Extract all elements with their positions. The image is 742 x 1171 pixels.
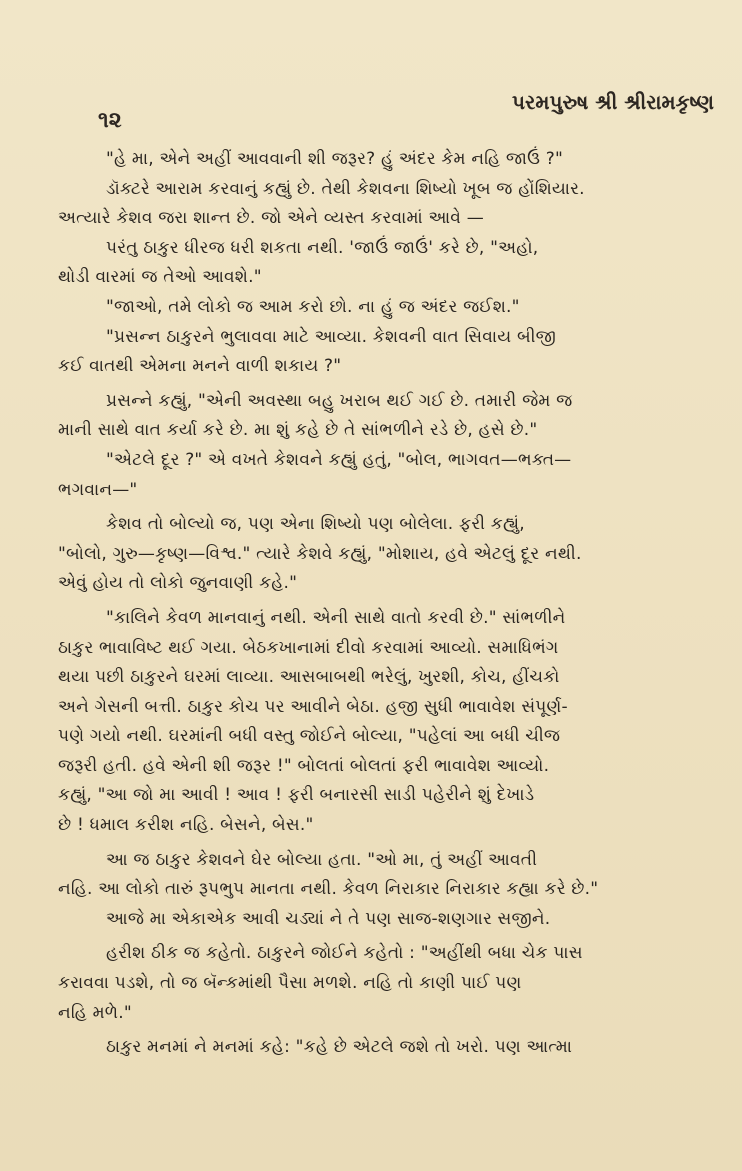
text-line: થયા પછી ઠાકુરને ઘરમાં લાવ્યા. આસબાબથી ભરેલું, ખુરશી, કોચ, હીંચકો [58, 667, 560, 688]
running-head: પરમપુરુષ શ્રી શ્રીરામકૃષ્ણ [512, 90, 714, 114]
body-text [58, 145, 722, 1165]
text-line: "કાલિને કેવળ માનવાનું નથી. એની સાથે વાતો કરવી છે." સાંભળીને [106, 607, 566, 628]
text-line: નહિ મળે." [58, 1002, 132, 1023]
text-line: "પ્રસન્ન ઠાકુરને ભુલાવવા માટે આવ્યા. કેશવની વાત સિવાય બીજી [106, 326, 557, 347]
text-line: નહિ. આ લોકો તારું રૂપભુપ માનતા નથી. કેવળ નિરાકાર નિરાકાર કહ્યા કરે છે." [58, 879, 599, 900]
page-number: ૧૨ [98, 108, 122, 133]
text-line: ભગવાન—" [58, 479, 138, 500]
text-line: એવું હોય તો લોકો જુનવાણી કહે." [58, 573, 298, 594]
text-line: "એટલે દૂર ?" એ વખતે કેશવને કહ્યું હતું, "બોલ, ભાગવત—ભક્ત— [106, 449, 572, 470]
text-line: આ જ ઠાકુર કેશવને ઘેર બોલ્યા હતા. "ઓ મા, તું અહીં આવતી [106, 849, 538, 870]
text-line: કહ્યું, "આ જો મા આવી ! આવ ! ફરી બનારસી સાડી પહેરીને શું દેખાડે [58, 785, 535, 806]
text-line: પ્રસન્ને કહ્યું, "એની અવસ્થા બહુ ખરાબ થઈ ગઈ છે. તમારી જેમ જ [106, 390, 573, 411]
text-line: આજે મા એકાએક આવી ચડ્યાં ને તે પણ સાજ-શણગાર સજીને. [106, 908, 551, 929]
text-line: કરાવવા પડશે, તો જ બૅન્કમાંથી પૈસા મળશે. નહિ તો કાણી પાઈ પણ [58, 973, 522, 994]
text-line: હરીશ ઠીક જ કહેતો. ઠાકુરને જોઈને કહેતો : "અહીંથી બધા ચેક પાસ [106, 943, 583, 964]
text-line: કેશવ તો બોલ્યો જ, પણ એના શિષ્યો પણ બોલેલા. ફરી કહ્યું, [106, 514, 525, 535]
text-line: માની સાથે વાત કર્યા કરે છે. મા શું કહે છે તે સાંભળીને રડે છે, હસે છે." [58, 420, 538, 441]
text-line: કઈ વાતથી એમના મનને વાળી શકાય ?" [58, 356, 342, 377]
text-line: "બોલો, ગુરુ—કૃષ્ણ—વિશ્વ." ત્યારે કેશવે કહ્યું, "મોશાય, હવે એટલું દૂર નથી. [58, 543, 582, 564]
text-line: પરંતુ ઠાકુર ધીરજ ધરી શકતા નથી. 'જાઉં જાઉં' કરે છે, "અહો, [106, 237, 539, 258]
text-line: પણે ગયો નથી. ઘરમાંની બધી વસ્તુ જોઈને બોલ્યા, "પહેલાં આ બધી ચીજ [58, 726, 561, 747]
text-line: "હે મા, એને અહીં આવવાની શી જરૂર? હું અંદર કેમ નહિ જાઉં ?" [106, 149, 564, 169]
text-line: થોડી વારમાં જ તેઓ આવશે." [58, 267, 262, 288]
text-line: જરૂરી હતી. હવે એની શી જરૂર !" બોલતાં બોલતાં ફરી ભાવાવેશ આવ્યો. [58, 755, 550, 776]
text-line: ડૉક્ટરે આરામ કરવાનું કહ્યું છે. તેથી કેશવના શિષ્યો ખૂબ જ હોંશિયાર. [106, 178, 585, 199]
text-line: છે ! ધમાલ કરીશ નહિ. બેસને, બેસ." [58, 815, 314, 836]
text-line: અને ગેસની બત્તી. ઠાકુર કોચ પર આવીને બેઠા. હજી સુધી ભાવાવેશ સંપૂર્ણ- [58, 696, 568, 717]
text-line: ઠાકુર ભાવાવિષ્ટ થઈ ગયા. બેઠકખાનામાં દીવો કરવામાં આવ્યો. સમાધિભંગ [58, 637, 559, 658]
text-line: "જાઓ, તમે લોકો જ આમ કરો છો. ના હું જ અંદર જઈશ." [106, 296, 520, 317]
text-line: ઠાકુર મનમાં ને મનમાં કહે: "કહે છે એટલે જશે તો ખરો. પણ આત્મા [106, 1037, 573, 1058]
text-line: અત્યારે કેશવ જરા શાન્ત છે. જો એને વ્યસ્ત કરવામાં આવે — [58, 208, 484, 229]
